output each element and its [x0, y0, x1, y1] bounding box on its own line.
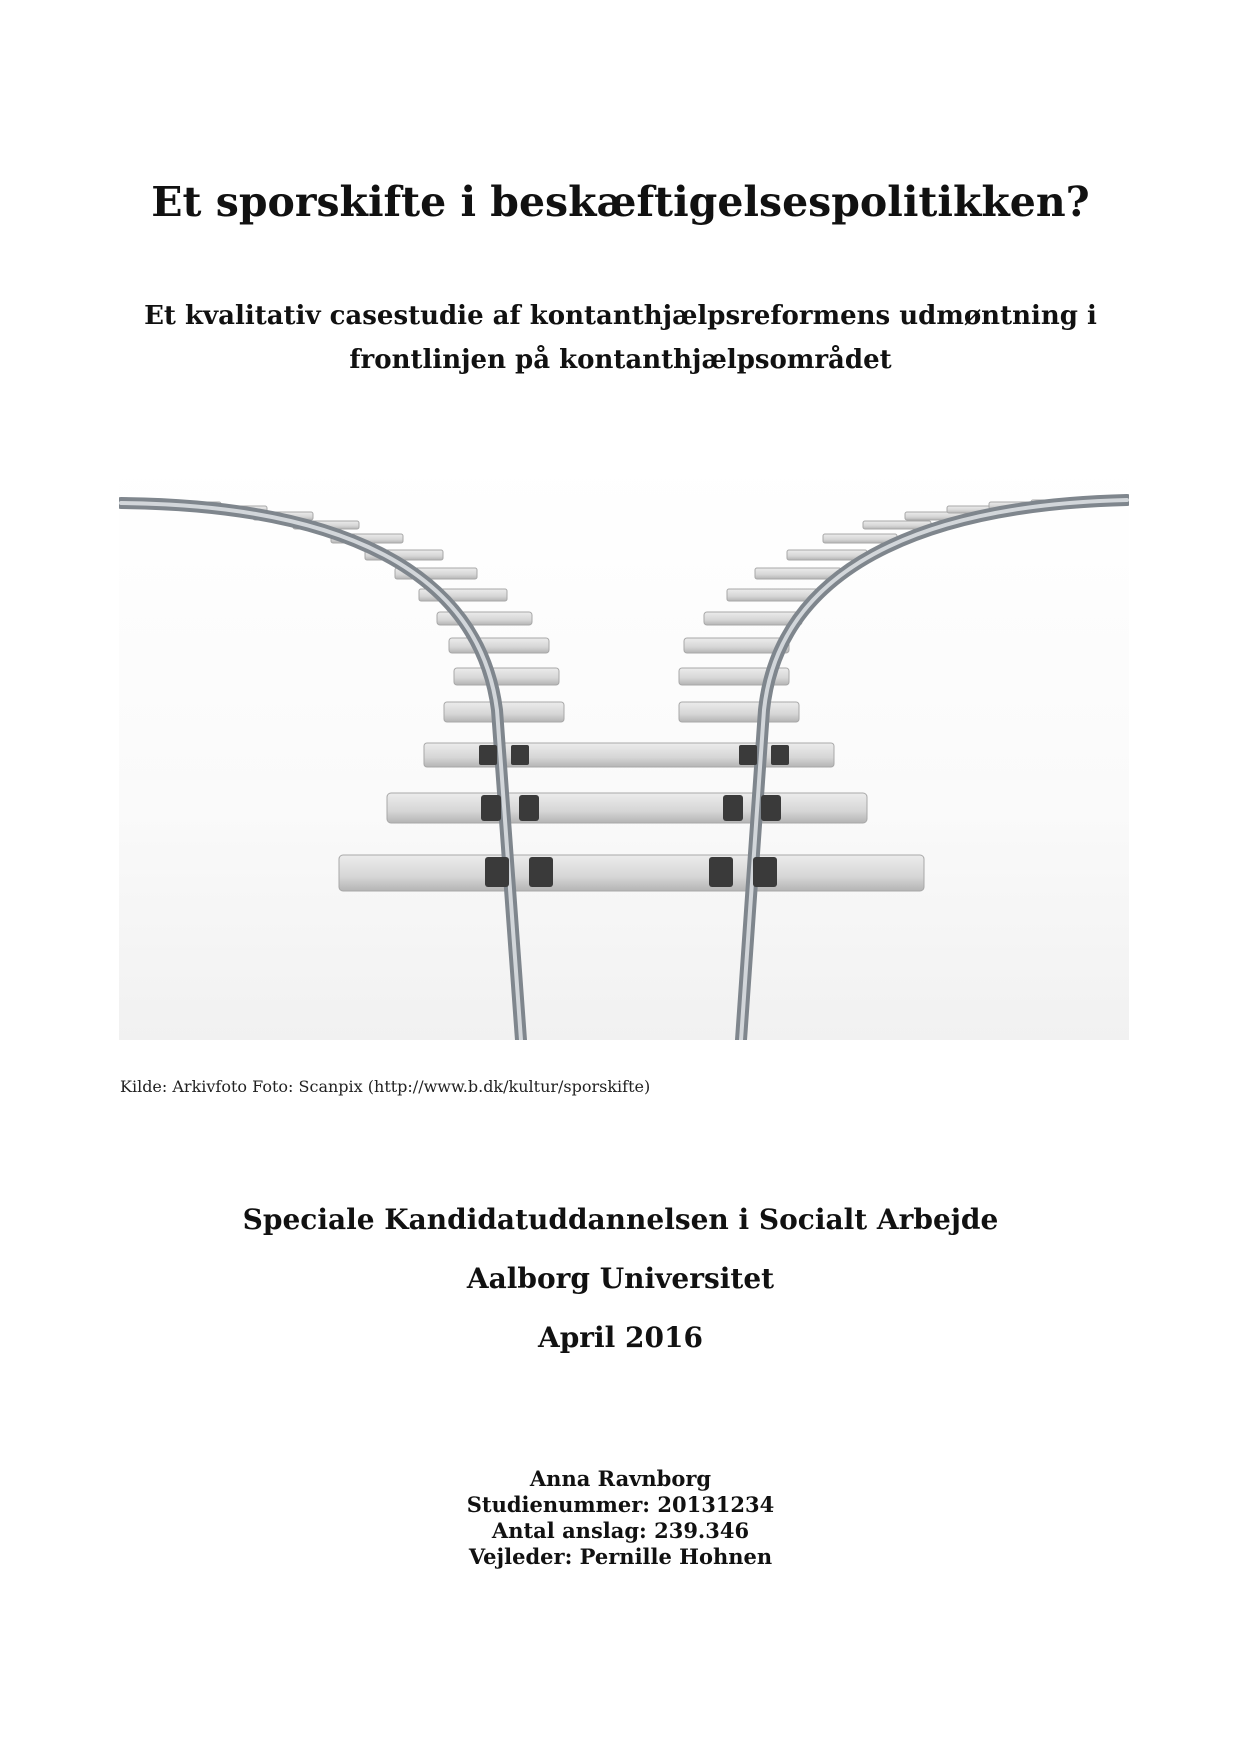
program-name: Speciale Kandidatuddannelsen i Socialt Arbejde: [242, 1203, 999, 1236]
document-subtitle: [100, 294, 1141, 382]
author-name: Anna Ravnborg: [529, 1466, 712, 1491]
image-caption: Kilde: Arkivfoto Foto: Scanpix (http://www.b.dk/kultur/sporskifte): [120, 1077, 651, 1096]
subtitle-line-1: Et kvalitativ casestudie af kontanthjælpsreformens udmøntning i: [144, 301, 1097, 331]
submission-date: April 2016: [537, 1321, 703, 1354]
document-title: Et sporskifte i beskæftigelsespolitikken?: [151, 178, 1090, 226]
supervisor: Vejleder: Pernille Hohnen: [468, 1544, 773, 1569]
university-name: Aalborg Universitet: [466, 1262, 775, 1295]
subtitle-line-2: frontlinjen på kontanthjælpsområdet: [349, 345, 892, 375]
student-number: Studienummer: 20131234: [466, 1492, 775, 1517]
character-count: Antal anslag: 239.346: [491, 1518, 750, 1543]
railway-switch-photo: [119, 460, 1129, 1040]
author-info: [0, 1466, 1241, 1570]
